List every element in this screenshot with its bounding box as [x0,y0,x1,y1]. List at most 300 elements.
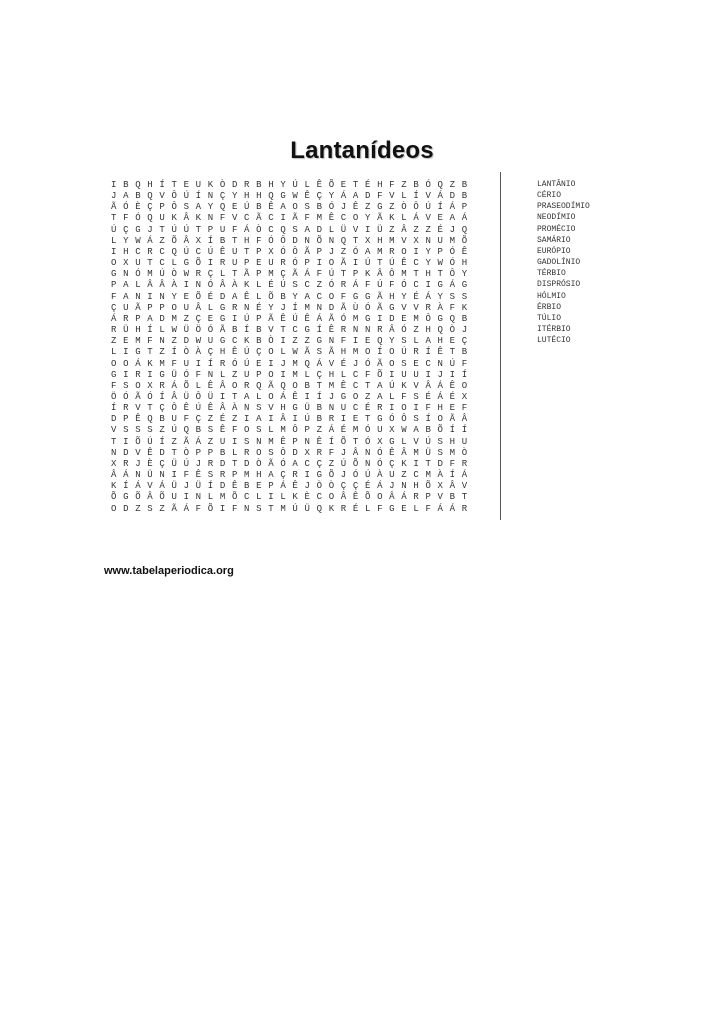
grid-letter[interactable]: Â [147,280,153,291]
grid-letter[interactable]: L [135,280,141,291]
grid-letter[interactable]: Ú [183,191,189,202]
grid-letter[interactable]: Á [244,224,250,235]
grid-letter[interactable]: I [316,258,322,269]
grid-letter[interactable]: P [461,202,468,213]
grid-letter[interactable]: B [195,425,202,436]
grid-letter[interactable]: Ç [207,269,214,280]
grid-letter[interactable]: S [256,403,262,414]
grid-letter[interactable]: Ú [292,313,298,324]
grid-letter[interactable]: M [304,302,310,313]
grid-letter[interactable]: C [268,213,274,224]
grid-letter[interactable]: B [461,313,468,324]
grid-letter[interactable]: Y [437,291,443,302]
grid-letter[interactable]: Ü [183,325,189,336]
grid-letter[interactable]: B [413,180,419,190]
grid-letter[interactable]: V [425,213,431,224]
grid-letter[interactable]: J [461,325,468,336]
grid-letter[interactable]: Ü [377,224,383,235]
grid-letter[interactable]: Ó [364,358,371,369]
grid-letter[interactable]: E [207,313,214,324]
grid-letter[interactable]: Õ [195,258,202,269]
grid-letter[interactable]: G [219,302,226,313]
grid-letter[interactable]: Ú [425,436,431,447]
grid-letter[interactable]: R [195,269,202,280]
grid-letter[interactable]: Z [389,202,395,213]
grid-letter[interactable]: H [425,269,431,280]
grid-letter[interactable]: O [328,258,335,269]
grid-letter[interactable]: Z [159,503,165,514]
grid-letter[interactable]: Y [268,302,274,313]
grid-letter[interactable]: Ò [316,481,322,492]
grid-letter[interactable]: Õ [159,492,165,503]
grid-letter[interactable]: J [183,481,189,492]
grid-letter[interactable]: Á [123,470,129,481]
grid-letter[interactable]: Õ [111,492,117,503]
grid-letter[interactable]: P [135,313,141,324]
grid-letter[interactable]: Ê [328,325,335,336]
grid-letter[interactable]: Õ [328,470,335,481]
grid-letter[interactable]: F [461,358,468,369]
grid-letter[interactable]: C [159,246,165,257]
grid-letter[interactable]: P [159,302,165,313]
grid-letter[interactable]: Ó [364,302,371,313]
grid-letter[interactable]: Ú [159,269,165,280]
grid-letter[interactable]: Ó [401,325,407,336]
grid-letter[interactable]: È [135,202,141,213]
grid-letter[interactable]: F [389,280,395,291]
grid-letter[interactable]: S [461,291,468,302]
grid-letter[interactable]: Á [135,358,141,369]
grid-letter[interactable]: Ú [183,458,189,469]
grid-letter[interactable]: M [244,470,250,481]
grid-letter[interactable]: N [304,436,310,447]
grid-letter[interactable]: Ê [352,202,359,213]
grid-letter[interactable]: Â [280,414,286,425]
grid-letter[interactable]: Y [425,246,431,257]
grid-letter[interactable]: M [135,336,141,347]
grid-letter[interactable]: O [111,503,117,514]
grid-letter[interactable]: J [280,302,286,313]
grid-letter[interactable]: F [304,213,310,224]
grid-letter[interactable]: Ü [123,325,129,336]
grid-letter[interactable]: I [123,436,129,447]
grid-letter[interactable]: G [292,403,298,414]
grid-letter[interactable]: Q [316,503,322,514]
grid-letter[interactable]: Ç [316,191,322,202]
grid-letter[interactable]: K [328,503,335,514]
grid-letter[interactable]: Á [352,280,359,291]
grid-letter[interactable]: T [268,503,274,514]
grid-letter[interactable]: V [268,403,274,414]
grid-letter[interactable]: Ç [352,481,359,492]
grid-letter[interactable]: Ã [292,213,298,224]
grid-letter[interactable]: O [256,447,262,458]
grid-letter[interactable]: O [123,358,129,369]
grid-letter[interactable]: Y [364,213,371,224]
grid-letter[interactable]: Y [292,291,298,302]
grid-letter[interactable]: L [401,191,407,202]
grid-letter[interactable]: Í [449,425,456,436]
grid-letter[interactable]: A [268,470,274,481]
grid-letter[interactable]: T [111,436,117,447]
grid-letter[interactable]: Á [280,481,286,492]
grid-letter[interactable]: Í [159,391,165,402]
grid-letter[interactable]: Ã [268,380,274,391]
grid-letter[interactable]: É [364,403,371,414]
grid-letter[interactable]: Ú [244,202,250,213]
grid-letter[interactable]: Ã [377,302,383,313]
grid-letter[interactable]: U [389,470,395,481]
grid-letter[interactable]: L [159,325,165,336]
grid-letter[interactable]: R [316,447,322,458]
grid-letter[interactable]: Ò [401,202,407,213]
grid-letter[interactable]: Á [377,481,383,492]
grid-letter[interactable]: S [256,425,262,436]
grid-letter[interactable]: A [280,202,286,213]
grid-letter[interactable]: L [340,369,347,380]
grid-letter[interactable]: I [171,470,177,481]
grid-letter[interactable]: Ú [244,358,250,369]
grid-letter[interactable]: A [147,313,153,324]
grid-letter[interactable]: S [401,358,407,369]
grid-letter[interactable]: I [413,246,419,257]
grid-letter[interactable]: W [135,235,141,246]
grid-letter[interactable]: O [377,492,383,503]
grid-letter[interactable]: D [231,180,238,190]
grid-letter[interactable]: M [147,269,153,280]
grid-letter[interactable]: Á [280,391,286,402]
grid-letter[interactable]: U [159,213,165,224]
grid-letter[interactable]: C [352,380,359,391]
grid-letter[interactable]: E [256,258,262,269]
grid-letter[interactable]: Y [461,269,468,280]
grid-letter[interactable]: G [389,302,395,313]
grid-letter[interactable]: C [352,403,359,414]
grid-letter[interactable]: G [364,291,371,302]
grid-letter[interactable]: E [256,481,262,492]
grid-letter[interactable]: É [340,358,347,369]
grid-letter[interactable]: O [231,380,238,391]
grid-letter[interactable]: L [207,492,214,503]
grid-letter[interactable]: T [413,269,419,280]
grid-letter[interactable]: Í [461,425,468,436]
grid-letter[interactable]: V [328,358,335,369]
grid-letter[interactable]: Ü [171,481,177,492]
grid-letter[interactable]: Z [292,336,298,347]
grid-letter[interactable]: Ó [389,414,395,425]
grid-letter[interactable]: Ò [268,336,274,347]
grid-letter[interactable]: É [364,481,371,492]
grid-letter[interactable]: K [244,336,250,347]
grid-letter[interactable]: S [449,291,456,302]
grid-letter[interactable]: N [159,291,165,302]
grid-letter[interactable]: W [183,269,189,280]
grid-letter[interactable]: F [401,391,407,402]
grid-letter[interactable]: Á [171,380,177,391]
grid-letter[interactable]: Y [123,235,129,246]
grid-letter[interactable]: T [244,246,250,257]
grid-letter[interactable]: T [352,235,359,246]
grid-letter[interactable]: Ê [292,481,298,492]
grid-letter[interactable]: P [123,414,129,425]
grid-letter[interactable]: M [316,213,322,224]
grid-letter[interactable]: A [123,191,129,202]
grid-letter[interactable]: Í [207,481,214,492]
grid-letter[interactable]: F [425,503,431,514]
grid-letter[interactable]: F [328,447,335,458]
grid-letter[interactable]: Ê [280,313,286,324]
grid-letter[interactable]: E [437,213,443,224]
grid-letter[interactable]: Õ [135,492,141,503]
grid-letter[interactable]: D [219,458,226,469]
grid-letter[interactable]: Ê [207,403,214,414]
grid-letter[interactable]: C [231,336,238,347]
grid-letter[interactable]: Ü [171,458,177,469]
grid-letter[interactable]: Q [171,246,177,257]
grid-letter[interactable]: Q [437,180,443,190]
grid-letter[interactable]: Ã [340,302,347,313]
grid-letter[interactable]: Z [304,336,310,347]
grid-letter[interactable]: Ê [389,447,395,458]
grid-letter[interactable]: M [328,380,335,391]
grid-letter[interactable]: Ã [268,458,274,469]
grid-letter[interactable]: L [413,336,419,347]
grid-letter[interactable]: T [171,447,177,458]
grid-letter[interactable]: U [401,369,407,380]
grid-letter[interactable]: Z [413,224,419,235]
grid-letter[interactable]: Í [316,325,322,336]
grid-letter[interactable]: H [389,291,395,302]
grid-letter[interactable]: Ú [425,202,431,213]
grid-letter[interactable]: V [413,380,419,391]
grid-letter[interactable]: I [292,414,298,425]
grid-letter[interactable]: Ã [171,503,177,514]
grid-letter[interactable]: Ó [135,269,141,280]
grid-letter[interactable]: Ú [364,258,371,269]
grid-letter[interactable]: I [183,280,189,291]
grid-letter[interactable]: Ú [389,380,395,391]
grid-letter[interactable]: Ú [377,280,383,291]
grid-letter[interactable]: G [280,191,286,202]
grid-letter[interactable]: C [413,258,419,269]
grid-letter[interactable]: É [449,391,456,402]
grid-letter[interactable]: Ú [328,269,335,280]
grid-letter[interactable]: I [280,213,286,224]
grid-letter[interactable]: F [183,414,189,425]
grid-letter[interactable]: L [256,391,262,402]
grid-letter[interactable]: B [316,414,322,425]
grid-letter[interactable]: U [219,436,226,447]
grid-letter[interactable]: Ü [147,470,153,481]
grid-letter[interactable]: G [316,336,322,347]
grid-letter[interactable]: E [340,180,347,190]
grid-letter[interactable]: Ã [377,291,383,302]
grid-letter[interactable]: G [437,280,443,291]
grid-letter[interactable]: L [413,503,419,514]
grid-letter[interactable]: C [304,458,310,469]
grid-letter[interactable]: U [183,302,189,313]
grid-letter[interactable]: Â [219,403,226,414]
grid-letter[interactable]: P [256,269,262,280]
grid-letter[interactable]: B [219,447,226,458]
grid-letter[interactable]: Õ [328,180,335,190]
grid-letter[interactable]: Á [183,503,189,514]
grid-letter[interactable]: H [280,403,286,414]
grid-letter[interactable]: Ó [207,325,214,336]
grid-letter[interactable]: C [304,280,310,291]
grid-letter[interactable]: Ê [231,481,238,492]
grid-letter[interactable]: L [256,492,262,503]
grid-letter[interactable]: S [244,436,250,447]
grid-letter[interactable]: Z [159,347,165,358]
grid-letter[interactable]: A [231,291,238,302]
grid-letter[interactable]: R [377,325,383,336]
grid-letter[interactable]: U [195,180,202,190]
grid-letter[interactable]: É [219,414,226,425]
grid-letter[interactable]: Ã [377,213,383,224]
grid-letter[interactable]: I [364,224,371,235]
grid-letter[interactable]: J [340,202,347,213]
grid-letter[interactable]: R [219,470,226,481]
grid-letter[interactable]: Á [316,313,322,324]
grid-letter[interactable]: Y [401,291,407,302]
grid-letter[interactable]: Z [328,458,335,469]
grid-letter[interactable]: M [449,235,456,246]
grid-letter[interactable]: V [231,213,238,224]
grid-letter[interactable]: D [123,447,129,458]
grid-letter[interactable]: I [207,258,214,269]
grid-letter[interactable]: Z [389,224,395,235]
grid-letter[interactable]: K [461,302,468,313]
grid-letter[interactable]: Ô [280,235,286,246]
grid-letter[interactable]: Ç [195,414,202,425]
grid-letter[interactable]: F [195,503,202,514]
grid-letter[interactable]: M [352,425,359,436]
grid-letter[interactable]: Í [425,414,431,425]
grid-letter[interactable]: R [159,380,165,391]
grid-letter[interactable]: Õ [425,481,431,492]
grid-letter[interactable]: I [231,313,238,324]
grid-letter[interactable]: F [449,302,456,313]
grid-letter[interactable]: P [207,224,214,235]
grid-letter[interactable]: U [244,369,250,380]
grid-letter[interactable]: É [256,302,262,313]
grid-letter[interactable]: N [135,291,141,302]
grid-letter[interactable]: Z [316,280,322,291]
grid-letter[interactable]: Á [147,235,153,246]
grid-letter[interactable]: Ò [449,325,456,336]
grid-letter[interactable]: L [171,258,177,269]
grid-letter[interactable]: Â [377,269,383,280]
grid-letter[interactable]: G [389,503,395,514]
grid-letter[interactable]: T [364,380,371,391]
grid-letter[interactable]: X [461,391,468,402]
word-search-grid[interactable] [111,180,474,515]
grid-letter[interactable]: A [364,246,371,257]
grid-letter[interactable]: N [244,403,250,414]
grid-letter[interactable]: F [316,269,322,280]
grid-letter[interactable]: Õ [135,436,141,447]
grid-letter[interactable]: N [364,458,371,469]
grid-letter[interactable]: C [195,246,202,257]
grid-letter[interactable]: Ó [364,425,371,436]
grid-letter[interactable]: Á [340,191,347,202]
grid-letter[interactable]: Z [183,313,189,324]
grid-letter[interactable]: Ã [268,313,274,324]
grid-letter[interactable]: S [316,347,322,358]
grid-letter[interactable]: N [159,336,165,347]
grid-letter[interactable]: À [231,403,238,414]
grid-letter[interactable]: I [352,258,359,269]
grid-letter[interactable]: R [123,458,129,469]
grid-letter[interactable]: I [111,246,117,257]
grid-letter[interactable]: Q [280,380,286,391]
grid-letter[interactable]: Q [147,414,153,425]
grid-letter[interactable]: P [231,470,238,481]
grid-letter[interactable]: Ó [183,369,189,380]
grid-letter[interactable]: G [111,269,117,280]
grid-letter[interactable]: K [171,213,177,224]
grid-letter[interactable]: E [449,403,456,414]
grid-letter[interactable]: A [425,336,431,347]
grid-letter[interactable]: F [340,291,347,302]
grid-letter[interactable]: Ç [159,458,165,469]
grid-letter[interactable]: Ê [316,436,322,447]
grid-letter[interactable]: O [268,391,274,402]
grid-letter[interactable]: V [135,403,141,414]
grid-letter[interactable]: D [159,313,165,324]
grid-letter[interactable]: Ó [280,246,286,257]
grid-letter[interactable]: Ã [377,358,383,369]
grid-letter[interactable]: N [244,503,250,514]
grid-letter[interactable]: B [256,202,262,213]
grid-letter[interactable]: I [389,369,395,380]
grid-letter[interactable]: F [123,213,129,224]
grid-letter[interactable]: B [461,347,468,358]
grid-letter[interactable]: Í [159,180,165,190]
grid-letter[interactable]: H [377,180,383,190]
grid-letter[interactable]: Á [316,358,322,369]
grid-letter[interactable]: Ó [328,202,335,213]
grid-letter[interactable]: O [461,380,468,391]
grid-letter[interactable]: Ã [111,202,117,213]
grid-letter[interactable]: Õ [461,235,468,246]
grid-letter[interactable]: Y [389,336,395,347]
grid-letter[interactable]: M [292,369,298,380]
grid-letter[interactable]: I [219,503,226,514]
grid-letter[interactable]: D [219,291,226,302]
grid-letter[interactable]: B [316,202,322,213]
grid-letter[interactable]: Ç [195,313,202,324]
grid-letter[interactable]: S [207,470,214,481]
grid-letter[interactable]: Í [244,325,250,336]
grid-letter[interactable]: K [147,358,153,369]
grid-letter[interactable]: Z [364,391,371,402]
grid-letter[interactable]: P [292,436,298,447]
grid-letter[interactable]: Í [195,191,202,202]
grid-letter[interactable]: F [364,369,371,380]
grid-letter[interactable]: Ô [401,414,407,425]
grid-letter[interactable]: Ú [183,246,189,257]
grid-letter[interactable]: F [231,425,238,436]
grid-letter[interactable]: R [231,302,238,313]
grid-letter[interactable]: B [244,481,250,492]
grid-letter[interactable]: O [389,347,395,358]
grid-letter[interactable]: Â [171,391,177,402]
grid-letter[interactable]: Q [256,380,262,391]
grid-letter[interactable]: Á [461,470,468,481]
grid-letter[interactable]: Í [413,191,419,202]
